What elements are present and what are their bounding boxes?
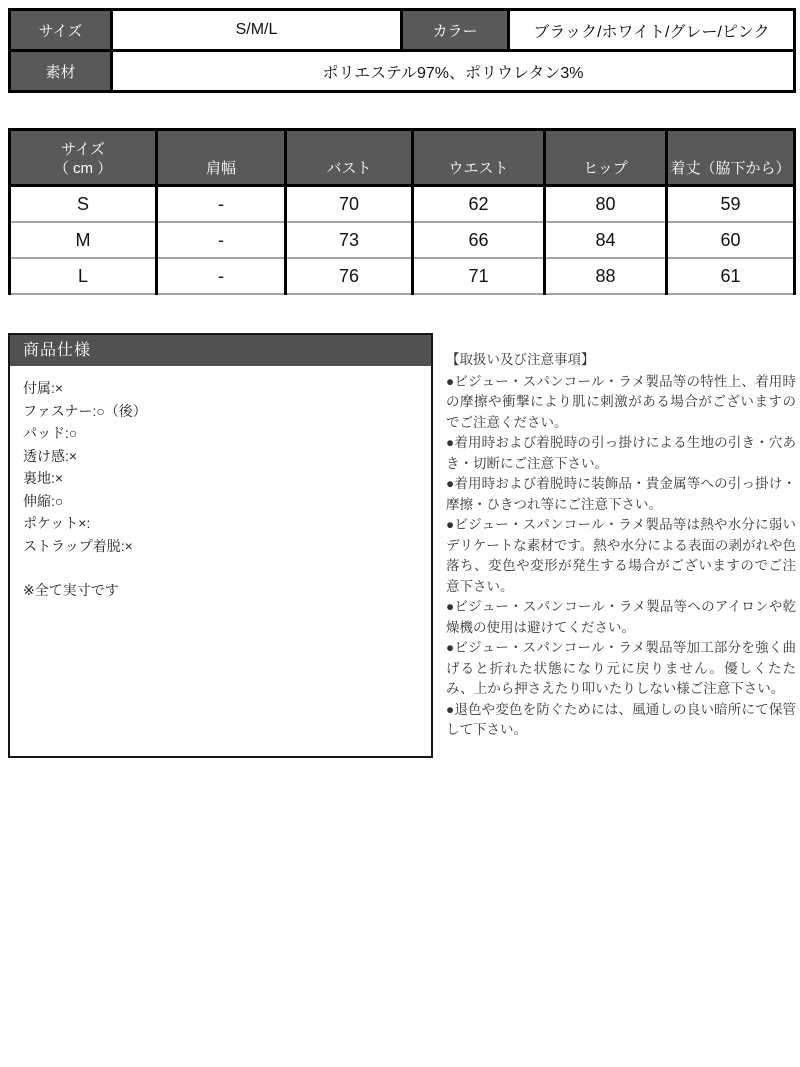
care-notes-title: 【取扱い及び注意事項】 (446, 352, 595, 367)
cell-shoulder: - (157, 186, 286, 223)
material-label-cell: 素材 (10, 51, 112, 92)
size-label-cell: サイズ (10, 10, 112, 51)
cell-size: S (10, 186, 157, 223)
cell-waist: 71 (413, 258, 545, 294)
attribute-row-size-color (10, 10, 795, 51)
color-value-cell: ブラック/ホワイト/グレー/ピンク (509, 10, 795, 51)
cell-shoulder: - (157, 258, 286, 294)
size-chart-table (8, 128, 796, 295)
size-chart-header-row (10, 130, 795, 186)
care-note-iron-dryer: ●ビジュー・スパンコール・ラメ製品等へのアイロンや乾燥機の使用は避けてください。 (446, 599, 796, 635)
header-size-cm (10, 130, 157, 186)
spec-box-title: 商品仕様 (10, 335, 431, 366)
care-notes (446, 350, 796, 741)
spec-item-strap: ストラップ着脱:× (23, 537, 133, 554)
header-size-line1: サイズ (61, 141, 105, 158)
spec-item-accessory: 付属:× (23, 380, 64, 396)
attribute-table (8, 8, 796, 93)
size-row-l (10, 258, 795, 294)
spec-item-stretch: 伸縮:○ (23, 492, 64, 509)
header-waist: ウエスト (413, 130, 545, 186)
cell-shoulder: - (157, 222, 286, 258)
cell-waist: 62 (413, 186, 545, 223)
cell-length: 61 (667, 258, 795, 294)
cell-hip: 84 (545, 222, 667, 258)
cell-size: M (10, 222, 157, 258)
cell-hip: 88 (545, 258, 667, 294)
spec-item-pad: パッド:○ (23, 425, 78, 441)
care-note-snag-accessories: ●着用時および着脱時に装飾品・貴金属等への引っ掛け・摩擦・ひきつれ等にご注意下さい。 (446, 476, 796, 512)
header-bust: バスト (286, 130, 413, 186)
care-note-snag-fabric: ●着用時および着脱時の引っ掛けによる生地の引き・穴あき・切断にご注意下さい。 (446, 435, 796, 471)
size-value-cell: S/M/L (112, 10, 402, 51)
care-note-heat-moisture: ●ビジュー・スパンコール・ラメ製品等は熱や水分に弱いデリケートな素材です。熱や水分による表面の剥がれや色落ち、変色や変形が発生する場合がございますのでご注意下さい。 (446, 517, 796, 594)
care-note-bending: ●ビジュー・スパンコール・ラメ製品等加工部分を強く曲げると折れた状態になり元に戻りません。優しくたたみ、上から押さえたり叩いたりしない様ご注意下さい。 (446, 640, 796, 696)
cell-length: 60 (667, 222, 795, 258)
header-length: 着丈（脇下から） (667, 130, 795, 186)
material-value-cell: ポリエステル97%、ポリウレタン3% (112, 51, 795, 92)
spec-item-pocket: ポケット×: (23, 515, 91, 531)
spec-box-body (10, 366, 431, 601)
cell-hip: 80 (545, 186, 667, 223)
spec-item-fastener: ファスナー:○（後） (23, 402, 147, 419)
header-hip: ヒップ (545, 130, 667, 186)
cell-bust: 76 (286, 258, 413, 294)
spec-item-sheerness: 透け感:× (23, 447, 78, 464)
header-size-line2: （ cm ） (53, 160, 113, 177)
care-note-storage: ●退色や変色を防ぐためには、風通しの良い暗所にて保管して下さい。 (446, 701, 796, 737)
spec-item-lining: 裏地:× (23, 470, 64, 486)
attribute-row-material (10, 51, 795, 92)
spec-actual-size-note: ※全て実寸です (23, 582, 119, 598)
color-label-cell: カラー (402, 10, 509, 51)
product-spec-box (8, 333, 433, 758)
cell-size: L (10, 258, 157, 294)
cell-bust: 70 (286, 186, 413, 223)
cell-waist: 66 (413, 222, 545, 258)
size-row-m (10, 222, 795, 258)
care-note-friction: ●ビジュー・スパンコール・ラメ製品等の特性上、着用時の摩擦や衝撃により肌に刺激がある場合がございますのでご注意ください。 (446, 373, 796, 430)
cell-length: 59 (667, 186, 795, 223)
header-shoulder: 肩幅 (157, 130, 286, 186)
cell-bust: 73 (286, 222, 413, 258)
size-row-s (10, 186, 795, 223)
